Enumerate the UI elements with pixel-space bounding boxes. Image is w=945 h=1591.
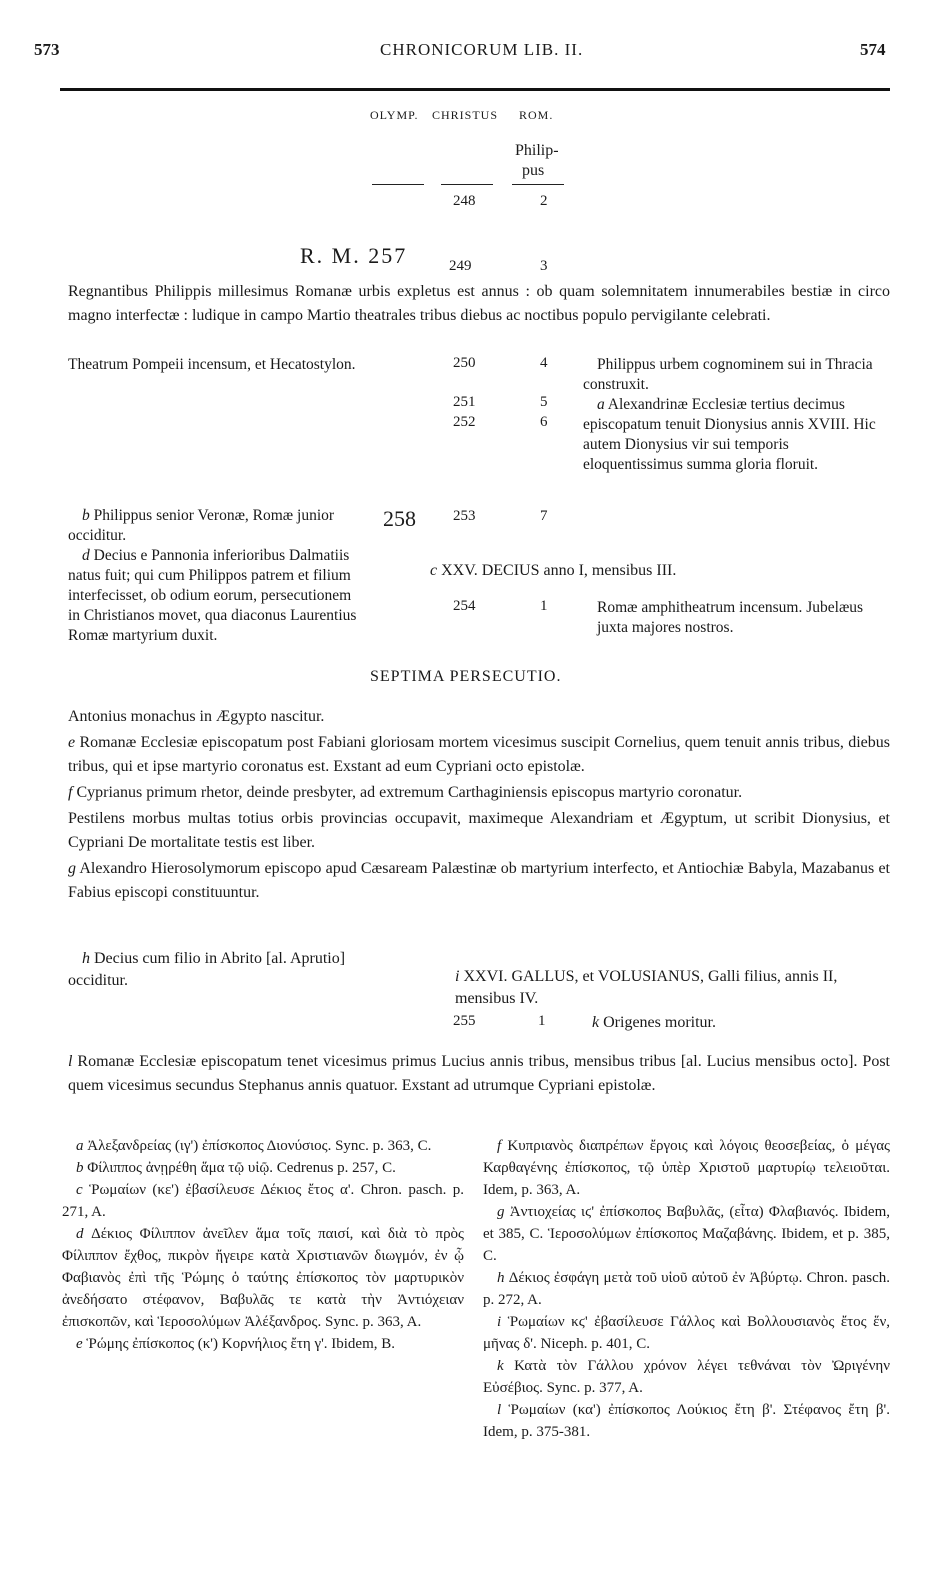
reign-1: 1 [540, 598, 548, 614]
olymp-258: 258 [383, 506, 416, 531]
theatrum-pompeii: Theatrum Pompeii incensum, et Hecatostylon. [68, 356, 356, 373]
ruler-name-2: pus [522, 162, 545, 179]
footnote-g [483, 1201, 890, 1267]
para-text: Pestilens morbus multas totius orbis provincias occupavit, maximeque Alexandriam et Ægyptum, ut scribit Dionysius, et Cypriani De mortalitate testis est liber. [68, 810, 890, 851]
rule-rom [512, 184, 564, 185]
decius-text: XXV. DECIUS anno I, mensibus III. [441, 562, 677, 579]
year-250: 250 [453, 355, 476, 371]
col-christus: CHRISTUS [432, 108, 499, 122]
paragraph-regnantibus: Regnantibus Philippis millesimus Romanæ urbis expletus est annus : ob quam solemnitatem innumerabiles bestiæ in circo magno interfectæ : ludique in campo Martio theatrales tribus diebus ac noctibus populo pervigilante celebrati. [68, 283, 890, 324]
footnote-mark: f [497, 1138, 502, 1154]
footnote-mark: k [497, 1358, 504, 1374]
note-mark-i: i [455, 968, 460, 985]
footnote-mark: b [76, 1160, 84, 1176]
ruler-name-1: Philip- [515, 142, 559, 159]
header-rule [60, 88, 890, 91]
footnote-a [62, 1135, 464, 1157]
dionysius-text: Alexandrinæ Ecclesiæ tertius decimus episcopatum tenuit Dionysius annis XVIII. Hic autem Dionysius vir sui temporis eloquentissimus summa gloria floruit. [583, 396, 876, 473]
note-b-text: Philippus senior Veronæ, Romæ junior occiditur. [68, 507, 335, 544]
reign-1b: 1 [538, 1013, 546, 1029]
para-pestilens [68, 807, 890, 855]
footnote-text: Ῥωμαίων κϛ' ἐβασίλευσε Γάλλος καὶ Βολλουσιανὸς ἔτος ἕν, μῆνας δ'. Niceph. p. 401, C. [483, 1314, 890, 1352]
year-254: 254 [453, 598, 476, 614]
reign-4: 4 [540, 355, 548, 371]
footnote-text: Ῥωμαίων (κε') ἐβασίλευσε Δέκιος ἔτος α'. Chron. pasch. p. 271, A. [62, 1182, 465, 1220]
amphitheatrum: Romæ amphitheatrum incensum. Jubelæus juxta majores nostros. [597, 599, 864, 636]
para-text: Romanæ Ecclesiæ episcopatum post Fabiani gloriosam mortem vicesimus suscipit Cornelius, quem tenuit annis tribus, diebus tribus, qui et ipse martyrio coronatus est. Exstant ad eum Cypriani octo epistolæ. [68, 734, 891, 775]
footnote-mark: l [497, 1402, 502, 1418]
footnote-text: Δέκιος Φίλιππον ἀνεῖλεν ἅμα τοῖς παισί, καὶ διὰ τὸ πρὸς Φίλιππον ἔχθος, πικρὸν ἤγειρε κατὰ Χριστιανῶν διωγμόν, ἐν ᾧ Φαβιανὸς ἐπὶ τῆς Ῥώμης ὁ ταύτης ἐπίσκοπος τὸν μαρτυρικὸν ἀνεδήσατο στέφανον, Βαβυλᾶς τε κατὰ τὴν Ἀντιόχειαν ἐπισκοπῶν, καὶ Ἱεροσολύμων Ἀλέξανδρος. Sync. p. 363, A. [62, 1226, 465, 1330]
para-mark: e [68, 734, 76, 751]
footnote-e [62, 1333, 464, 1355]
running-title: CHRONICORUM LIB. II. [380, 40, 584, 59]
footnote-i [483, 1311, 890, 1355]
note-mark-b: b [82, 507, 90, 524]
footnote-mark: e [76, 1336, 83, 1352]
col-olymp: OLYMP. [370, 108, 419, 122]
footnote-k [483, 1355, 890, 1399]
note-b [68, 506, 366, 546]
para-lucius [68, 1050, 890, 1098]
footnote-c [62, 1179, 464, 1223]
gallus-accession [455, 966, 890, 1010]
footnote-text: Ἀντιοχείας ιϛ' ἐπίσκοπος Βαβυλᾶς, (εἶτα) Φλαβιανός. Ibidem, et 385, C. Ἱεροσολύμων ἐπίσκοπος Μαζαβάνης. Ibidem, et p. 385, C. [483, 1204, 890, 1264]
note-d-text: Decius e Pannonia inferioribus Dalmatiis natus fuit; qui cum Philippos patrem et filium interfecisset, ob odium eorum, persecutionem in Christianos movet, qua diaconus Laurentius Romæ martyrium duxit. [68, 547, 357, 644]
left-page-number: 573 [34, 40, 60, 59]
para-mark: f [68, 784, 73, 801]
year-251: 251 [453, 394, 476, 410]
para-text: Alexandro Hierosolymorum episcopo apud Cæsaream Palæstinæ ob martyrium interfecto, et Antiochiæ Babyla, Mazabanus et Fabius episcopi constituuntur. [68, 860, 890, 901]
footnote-mark: d [76, 1226, 84, 1242]
year-248: 248 [453, 193, 476, 209]
rm-257: R. M. 257 [300, 243, 408, 268]
note-mark-h: h [82, 950, 90, 967]
decius-accession [430, 560, 676, 582]
origenes [592, 1012, 716, 1034]
year-249: 249 [449, 258, 472, 274]
footnotes-left [62, 1135, 464, 1355]
philippus-urbem-text: Philippus urbem cognominem sui in Thracia construxit. [583, 356, 873, 393]
year-255: 255 [453, 1013, 476, 1029]
reign-7: 7 [540, 508, 548, 524]
note-mark-a: a [597, 396, 605, 413]
footnote-mark: i [497, 1314, 502, 1330]
footnote-mark: g [497, 1204, 505, 1220]
right-page-number: 574 [860, 40, 886, 59]
para-text: Cyprianus primum rhetor, deinde presbyter, ad extremum Carthaginiensis episcopus martyrio coronatur. [76, 784, 743, 801]
gallus-text: XXVI. GALLUS, et VOLUSIANUS, Galli filius, annis II, mensibus IV. [455, 968, 838, 1007]
para-alexandro [68, 857, 890, 905]
footnote-text: Δέκιος ἐσφάγη μετὰ τοῦ υἱοῦ αὐτοῦ ἐν Ἀβύρτῳ. Chron. pasch. p. 272, A. [483, 1270, 891, 1308]
footnote-f [483, 1135, 890, 1201]
reign-5: 5 [540, 394, 548, 410]
year-253: 253 [453, 508, 476, 524]
rule-christus [441, 184, 493, 185]
note-d [68, 546, 366, 646]
para-lucius-text: Romanæ Ecclesiæ episcopatum tenet vicesimus primus Lucius annis tribus, mensibus tribus [al. Lucius mensibus octo]. Post quem vicesimus secundus Stephanus annis quatuor. Exstant ad utrumque Cypriani epistolæ. [68, 1053, 891, 1094]
footnote-l [483, 1399, 890, 1443]
footnote-text: Κυπριανὸς διαπρέπων ἔργοις καὶ λόγοις θεοσεβείας, ὁ μέγας Καρθαγένης ἐπίσκοπος, τῷ ὑπὲρ Χριστοῦ μαρτυρίῳ τελειοῦται. Idem, p. 363, A. [483, 1138, 890, 1198]
para-cyprianus [68, 781, 890, 805]
para-cornelius [68, 731, 890, 779]
rule-olymp [372, 184, 424, 185]
footnote-b [62, 1157, 464, 1179]
footnote-d [62, 1223, 464, 1333]
para-mark-l: l [68, 1053, 73, 1070]
footnote-text: Ἀλεξανδρείας (ιγ') ἐπίσκοπος Διονύσιος. Sync. p. 363, C. [87, 1138, 432, 1154]
footnotes-right [483, 1135, 890, 1443]
para-antonius [68, 705, 890, 729]
section-heading: SEPTIMA PERSECUTIO. [370, 668, 562, 685]
philippus-urbem [583, 355, 890, 475]
dionysius-note [583, 395, 890, 475]
footnote-text: Ῥώμης ἐπίσκοπος (κ') Κορνήλιος ἔτη γ'. Ibidem, B. [86, 1336, 396, 1352]
left-notes-253 [68, 506, 366, 646]
paragraphs-block [68, 705, 890, 905]
footnote-mark: c [76, 1182, 83, 1198]
footnote-h [483, 1267, 890, 1311]
note-mark-c: c [430, 562, 438, 579]
reign-6: 6 [540, 414, 548, 430]
note-h-text: Decius cum filio in Abrito [al. Aprutio] occiditur. [68, 950, 346, 989]
note-h [68, 948, 368, 992]
para-text: Antonius monachus in Ægypto nascitur. [68, 708, 325, 725]
footnote-text: Ῥωμαίων (κα') ἐπίσκοπος Λούκιος ἔτη β'. Στέφανος ἔτη β'. Idem, p. 375-381. [483, 1402, 891, 1440]
reign-2: 2 [540, 193, 548, 209]
year-252: 252 [453, 414, 476, 430]
origenes-text: Origenes moritur. [603, 1014, 716, 1031]
footnote-mark: h [497, 1270, 505, 1286]
footnote-text: Φίλιππος ἀνῃρέθη ἅμα τῷ υἱῷ. Cedrenus p. 257, C. [87, 1160, 396, 1176]
col-rom: ROM. [519, 108, 554, 122]
para-mark: g [68, 860, 76, 877]
note-mark-k: k [592, 1014, 600, 1031]
note-mark-d: d [82, 547, 90, 564]
footnote-mark: a [76, 1138, 84, 1154]
footnote-text: Κατὰ τὸν Γάλλου χρόνον λέγει τεθνάναι τὸν Ὠριγένην Εὐσέβιος. Sync. p. 377, A. [483, 1358, 891, 1396]
reign-3: 3 [540, 258, 548, 274]
